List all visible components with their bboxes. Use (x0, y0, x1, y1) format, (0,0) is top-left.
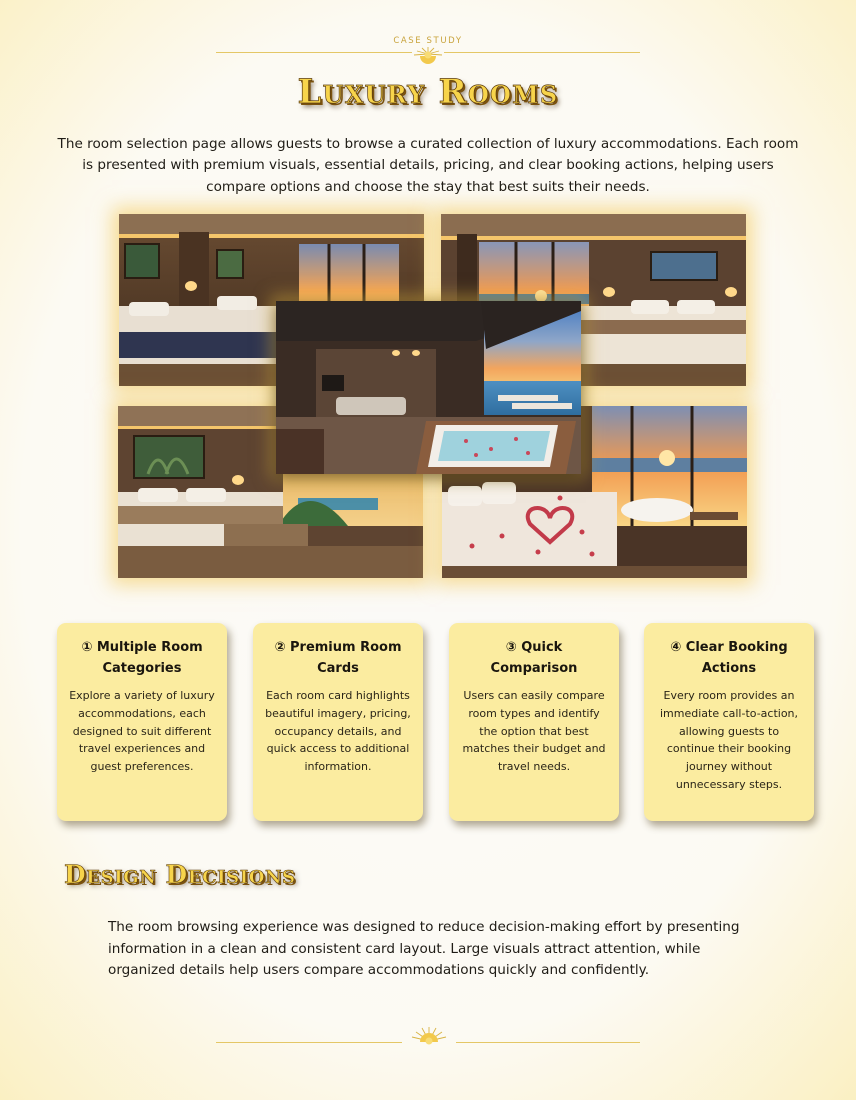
feature-card-3 (449, 623, 619, 821)
intro-paragraph: The room selection page allows guests to browse a curated collection of luxury accommodations. Each room is presented with premium visuals, essential details, pricing, and clear booking actions, helping users compare options and choose the stay that best suits their needs. (57, 136, 799, 195)
case-study-kicker: CASE STUDY (393, 36, 463, 46)
sunburst-icon (411, 46, 445, 68)
page-title: Luxury Rooms (297, 72, 559, 112)
feature-card-title: ④ Clear Booking Actions (670, 640, 788, 676)
feature-card-4 (644, 623, 814, 821)
feature-card-title: ① Multiple Room Categories (81, 640, 203, 676)
feature-card-text: Each room card highlights beautiful imagery, pricing, occupancy details, and quick access to additional information. (265, 689, 411, 774)
feature-card-title: ② Premium Room Cards (274, 640, 402, 676)
sunburst-icon (410, 1025, 448, 1045)
header-rule-right (444, 52, 640, 53)
feature-card-text: Explore a variety of luxury accommodations, each designed to suit different travel experiences and guest preferences. (69, 689, 215, 774)
footer-rule-right (456, 1042, 640, 1043)
feature-card-2 (253, 623, 423, 821)
feature-card-1 (57, 623, 227, 821)
room-photo-center (276, 301, 581, 474)
design-decisions-heading: Design Decisions (64, 860, 296, 889)
header-rule-left (216, 52, 412, 53)
footer-rule-left (216, 1042, 402, 1043)
feature-card-text: Every room provides an immediate call-to-action, allowing guests to continue their booking journey without unnecessary steps. (659, 689, 799, 791)
design-decisions-paragraph: The room browsing experience was designed to reduce decision-making effort by presenting information in a clean and consistent card layout. Large visuals attract attention, while organized details help users compare accommodations quickly and confidently. (108, 919, 740, 979)
feature-card-title: ③ Quick Comparison (490, 640, 578, 676)
feature-card-text: Users can easily compare room types and identify the option that best matches their budget and travel needs. (462, 689, 606, 774)
